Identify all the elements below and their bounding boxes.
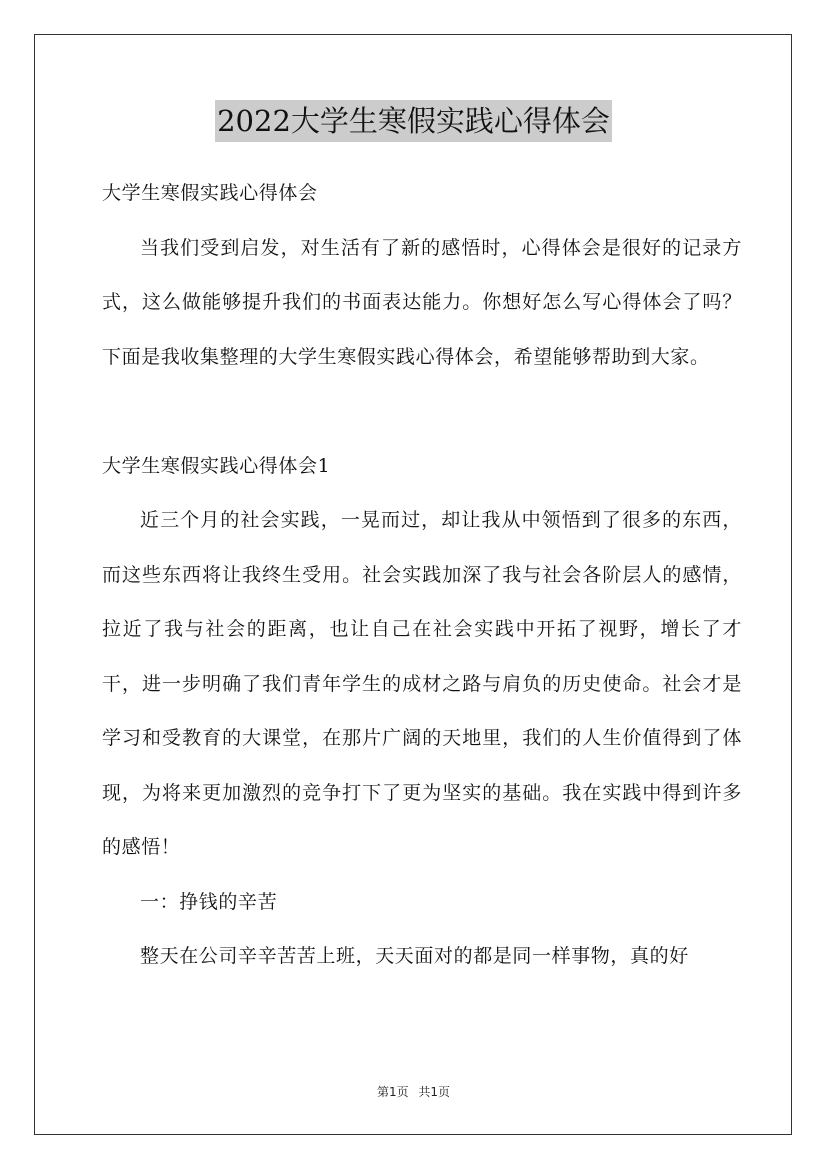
subheading: 一：挣钱的辛苦: [140, 890, 278, 913]
title-container: [0, 100, 827, 142]
page-number: 第1页: [376, 1085, 409, 1099]
section-heading-1: 大学生寒假实践心得体会1: [102, 454, 331, 477]
page-total: 共1页: [418, 1085, 451, 1099]
document-title: 2022大学生寒假实践心得体会: [215, 100, 612, 142]
blank-line: [102, 384, 742, 439]
intro-paragraph: 当我们受到启发，对生活有了新的感悟时，心得体会是很好的记录方式，这么做能够提升我们的书面表达能力。你想好怎么写心得体会了吗？下面是我收集整理的大学生寒假实践心得体会，希望能够帮助到大家。: [102, 236, 742, 368]
body-paragraph: 近三个月的社会实践，一晃而过，却让我从中领悟到了很多的东西，而这些东西将让我终生受用。社会实践加深了我与社会各阶层人的感情，拉近了我与社会的距离，也让自己在社会实践中开拓了视野，增长了才干，进一步明确了我们青年学生的成材之路与肩负的历史使命。社会才是学习和受教育的大课堂，在那片广阔的天地里，我们的人生价值得到了体现，为将来更加激烈的竞争打下了更为坚实的基础。我在实践中得到许多的感悟！: [102, 509, 742, 858]
page-footer: [0, 1083, 827, 1100]
body-paragraph-2: 整天在公司辛辛苦苦上班，天天面对的都是同一样事物，真的好: [140, 945, 689, 967]
section-heading: 大学生寒假实践心得体会: [102, 182, 318, 204]
document-body: [102, 166, 742, 984]
